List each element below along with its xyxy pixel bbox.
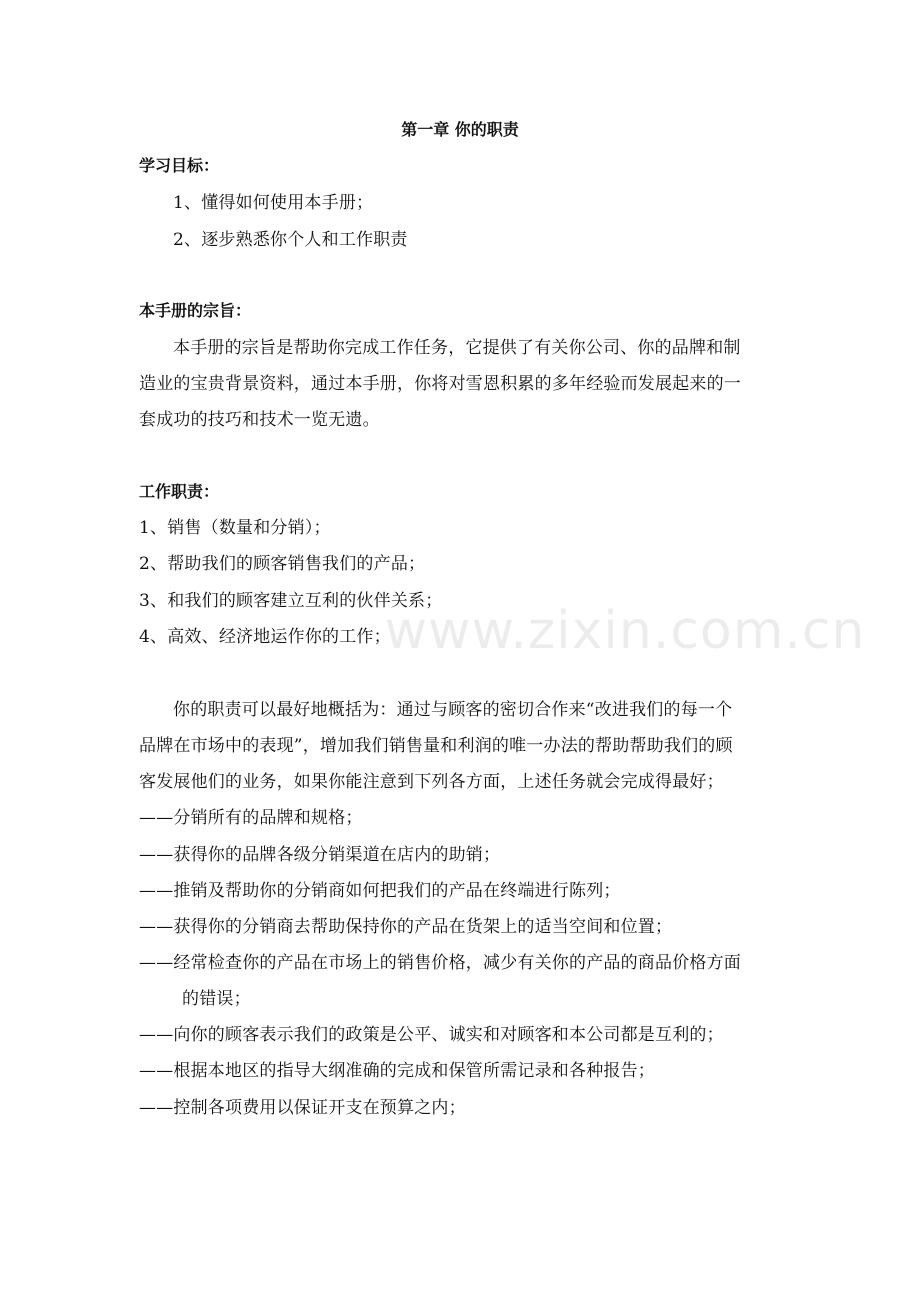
learning-goal-item: 1、懂得如何使用本手册；: [173, 193, 374, 213]
purpose-line: 造业的宝贵背景资料，通过本手册，你将对雪恩积累的多年经验而发展起来的一: [139, 374, 741, 394]
dash-item: ——控制各项费用以保证开支在预算之内；: [139, 1098, 466, 1118]
dash-item: ——经常检查你的产品在市场上的销售价格，减少有关你的产品的商品价格方面: [139, 953, 741, 973]
duties-heading: 工作职责：: [139, 482, 220, 501]
dash-item-continuation: 的错误；: [182, 989, 251, 1009]
learning-goals-heading: 学习目标：: [139, 156, 220, 175]
purpose-line: 套成功的技巧和技术一览无遗。: [139, 410, 380, 430]
purpose-heading: 本手册的宗旨：: [139, 301, 252, 320]
dash-item: ——获得你的品牌各级分销渠道在店内的助销；: [139, 845, 501, 865]
dash-item: ——向你的顾客表示我们的政策是公平、诚实和对顾客和本公司都是互利的；: [139, 1025, 724, 1045]
duty-item: 1、销售（数量和分销）；: [139, 518, 331, 538]
watermark: www.zixin.com.cn: [384, 601, 866, 661]
chapter-title: 第一章 你的职责: [401, 120, 519, 139]
summary-line: 品牌在市场中的表现”，增加我们销售量和利润的唯一办法的帮助帮助我们的顾: [139, 736, 733, 756]
dash-item: ——推销及帮助你的分销商如何把我们的产品在终端进行陈列；: [139, 881, 621, 901]
dash-item: ——分销所有的品牌和规格；: [139, 808, 363, 828]
duty-item: 4、高效、经济地运作你的工作；: [139, 627, 391, 647]
purpose-line: 本手册的宗旨是帮助你完成工作任务，它提供了有关你公司、你的品牌和制: [173, 338, 741, 358]
learning-goal-item: 2、逐步熟悉你个人和工作职责: [173, 230, 408, 250]
summary-line: 你的职责可以最好地概括为：通过与顾客的密切合作来“改进我们的每一个: [173, 700, 733, 720]
duty-item: 2、帮助我们的顾客销售我们的产品；: [139, 554, 426, 574]
dash-item: ——获得你的分销商去帮助保持你的产品在货架上的适当空间和位置；: [139, 917, 673, 937]
duty-item: 3、和我们的顾客建立互利的伙伴关系；: [139, 591, 443, 611]
summary-line: 客发展他们的业务，如果你能注意到下列各方面，上述任务就会完成得最好；: [139, 772, 724, 792]
dash-item: ——根据本地区的指导大纲准确的完成和保管所需记录和各种报告；: [139, 1061, 655, 1081]
